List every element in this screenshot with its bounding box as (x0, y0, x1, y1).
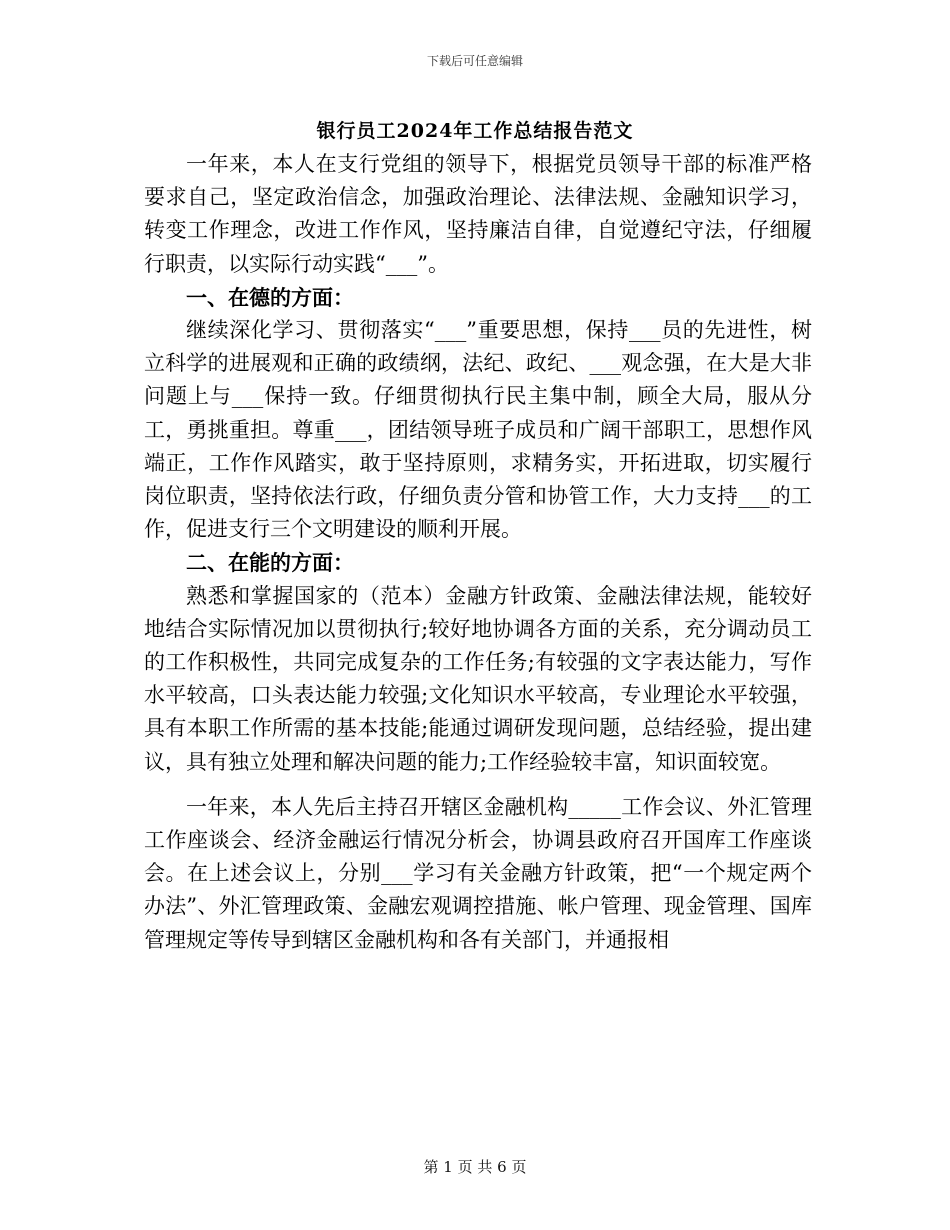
document-body (144, 148, 812, 957)
paragraph-neng: 熟悉和掌握国家的（范本）金融方针政策、金融法律法规，能较好地结合实际情况加以贯彻执行;较好地协调各方面的关系，充分调动员工的工作积极性，共同完成复杂的工作任务;有较强的文字表达能力，写作水平较高，口头表达能力较强;文化知识水平较高，专业理论水平较强，具有本职工作所需的基本技能;能通过调研发现问题，总结经验，提出建议，具有独立处理和解决问题的能力;工作经验较丰富，知识面较宽。 (144, 583, 812, 774)
header-note: 下载后可任意编辑 (426, 54, 523, 68)
paragraph-meetings: 一年来，本人先后主持召开辖区金融机构_____工作会议、外汇管理工作座谈会、经济金融运行情况分析会，协调县政府召开国库工作座谈会。在上述会议上，分别___学习有关金融方针政策，把“一个规定两个办法”、外汇管理政策、金融宏观调控措施、帐户管理、现金管理、国库管理规定等传导到辖区金融机构和各有关部门，并通报相 (144, 794, 812, 952)
page-number: 第 1 页 共 6 页 (423, 1158, 527, 1176)
section-heading-de: 一、在德的方面： (186, 284, 354, 310)
section-heading-neng: 二、在能的方面： (186, 550, 354, 576)
document-title: 银行员工2024年工作总结报告范文 (316, 120, 634, 142)
paragraph-intro: 一年来，本人在支行党组的领导下，根据党员领导干部的标准严格要求自己，坚定政治信念，加强政治理论、法律法规、金融知识学习，转变工作理念，改进工作作风，坚持廉洁自律，自觉遵纪守法，仔细履行职责，以实际行动实践“___”。 (144, 152, 812, 276)
paragraph-de: 继续深化学习、贯彻落实“___”重要思想，保持___员的先进性，树立科学的进展观和正确的政绩纲，法纪、政纪、___观念强，在大是大非问题上与___保持一致。仔细贯彻执行民主集中制，顾全大局，服从分工，勇挑重担。尊重___，团结领导班子成员和广阔干部职工，思想作风端正，工作作风踏实，敢于坚持原则，求精务实，开拓进取，切实履行岗位职责，坚持依法行政，仔细负责分管和协管工作，大力支持___的工作，促进支行三个文明建设的顺利开展。 (144, 318, 812, 542)
